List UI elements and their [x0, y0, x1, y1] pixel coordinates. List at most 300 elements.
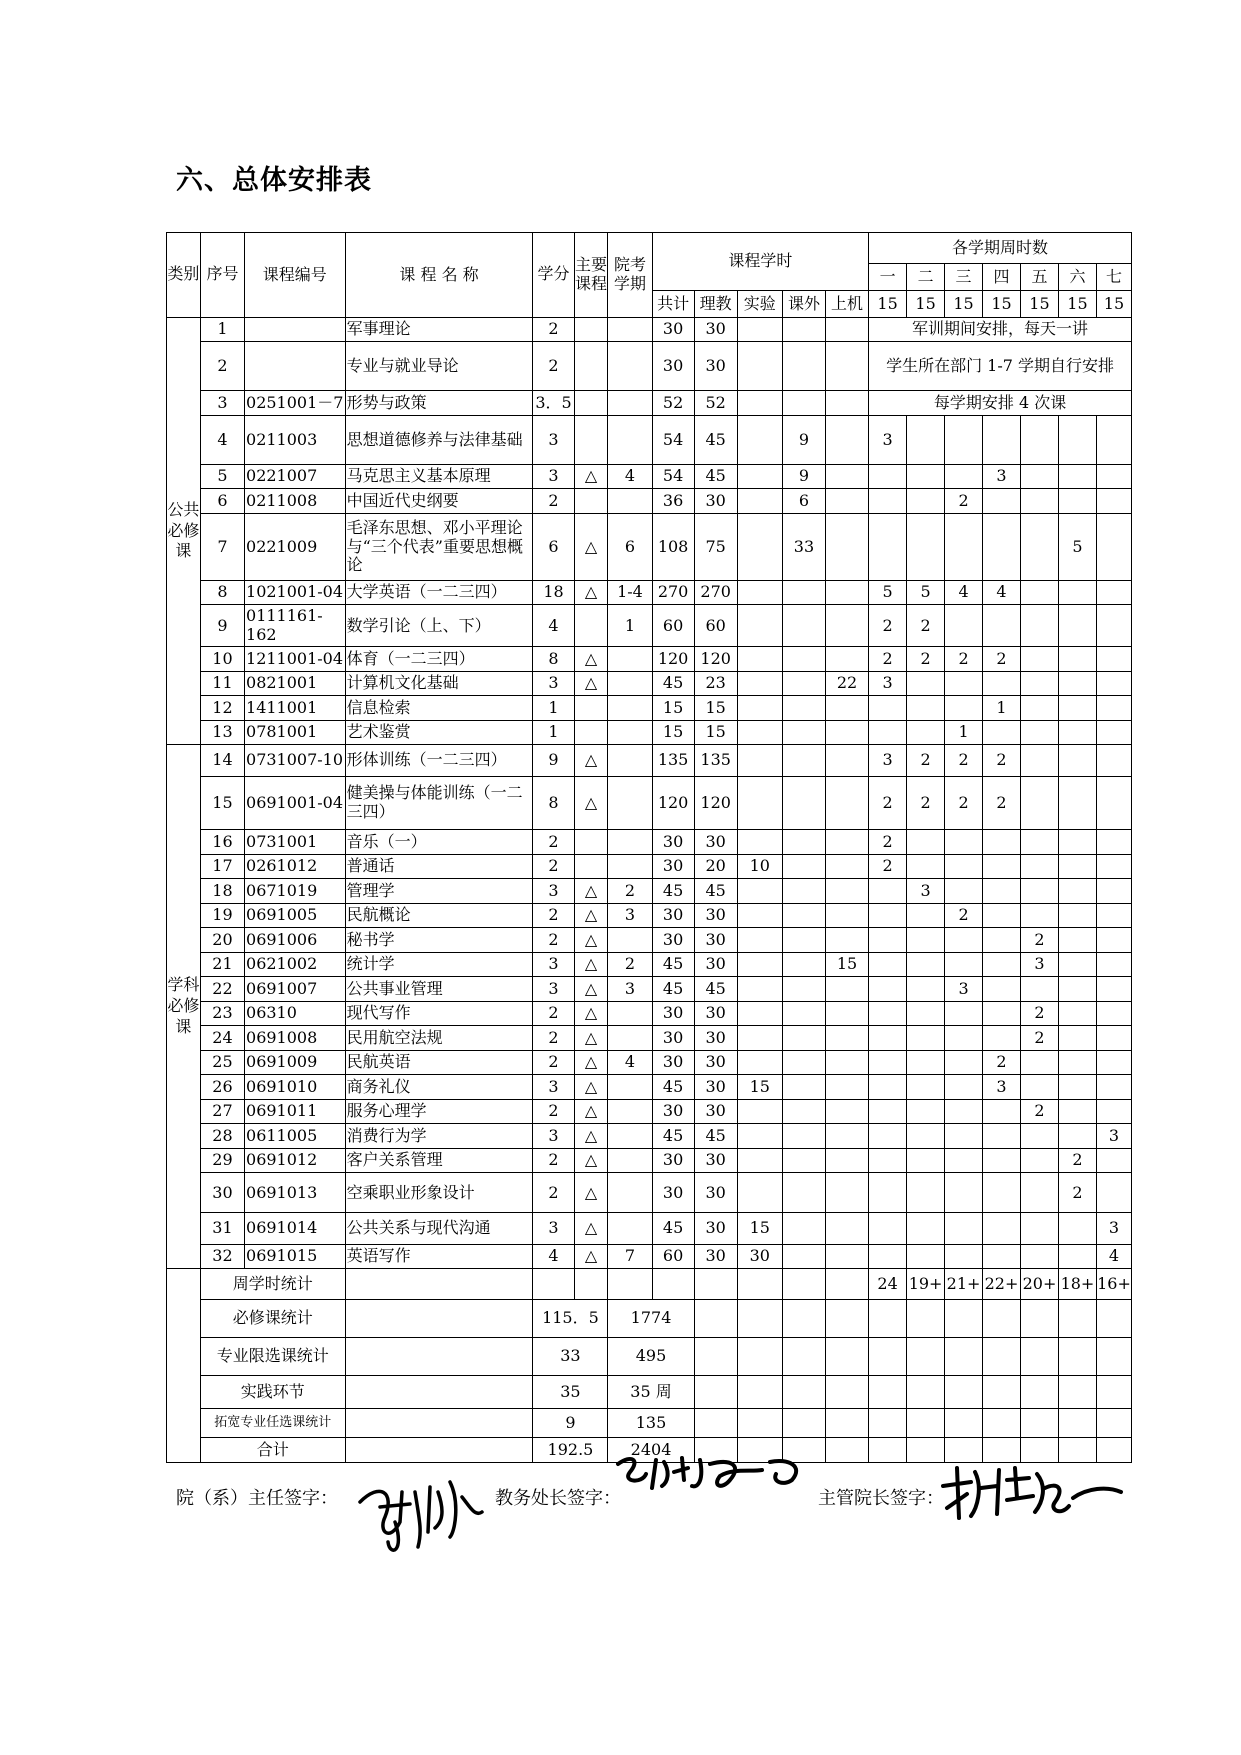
term-hours-6: [1058, 854, 1096, 879]
course-seq: 17: [200, 854, 244, 879]
term-hours-1: [869, 1173, 907, 1213]
hours-extra: [782, 317, 825, 342]
course-name: 信息检索: [345, 696, 533, 721]
term-hours-5: [1021, 854, 1059, 879]
course-credit: 9: [533, 745, 574, 776]
term-hours-7: [1096, 903, 1131, 928]
hours-computer: [826, 1213, 869, 1244]
hours-extra: [782, 829, 825, 854]
exam-term: [608, 489, 652, 514]
course-name: 现代写作: [345, 1001, 533, 1026]
course-seq: 16: [200, 829, 244, 854]
empty-cell: [1021, 1409, 1059, 1438]
hours-lab: [737, 671, 782, 696]
term-hours-7: [1096, 1148, 1131, 1173]
empty-cell: [869, 1409, 907, 1438]
term-hours-3: 1: [945, 720, 983, 745]
course-seq: 15: [200, 776, 244, 829]
course-credit: 4: [533, 605, 574, 647]
exam-term: [608, 1124, 652, 1149]
term-hours-5: [1021, 1075, 1059, 1100]
main-course-mark: △: [574, 1148, 608, 1173]
course-code: 0821001: [245, 671, 346, 696]
hours-extra: [782, 977, 825, 1002]
empty-cell: [782, 1409, 825, 1438]
term-hours-2: [907, 1075, 945, 1100]
term-hours-6: [1058, 647, 1096, 672]
course-code: 0221009: [245, 513, 346, 580]
term-weeks-3: 15: [945, 290, 983, 317]
term-hours-1: [869, 1075, 907, 1100]
empty-cell: [1058, 1409, 1096, 1438]
summary-credit: 9: [533, 1409, 608, 1438]
term-hours-6: 2: [1058, 1173, 1096, 1213]
term-hours-2: 3: [907, 879, 945, 904]
term-hours-7: [1096, 1026, 1131, 1051]
main-course-mark: △: [574, 903, 608, 928]
table-row: [167, 879, 1132, 904]
hours-lab: [737, 391, 782, 416]
term-hours-1: [869, 1148, 907, 1173]
term-hours-5: [1021, 513, 1059, 580]
table-row: [167, 720, 1132, 745]
hours-extra: [782, 1213, 825, 1244]
term-hours-6: [1058, 489, 1096, 514]
main-course-mark: △: [574, 1050, 608, 1075]
term-hours-1: [869, 720, 907, 745]
main-course-mark: △: [574, 879, 608, 904]
hours-total: 54: [652, 415, 694, 464]
term-hours-4: [983, 720, 1021, 745]
main-course-mark: [574, 489, 608, 514]
course-code: 0211008: [245, 489, 346, 514]
term-hours-3: [945, 605, 983, 647]
main-course-mark: △: [574, 1173, 608, 1213]
hours-lab: [737, 1124, 782, 1149]
summary-label: 实践环节: [200, 1375, 345, 1408]
table-row: [167, 1099, 1132, 1124]
hours-total: 45: [652, 977, 694, 1002]
course-name: 客户关系管理: [345, 1148, 533, 1173]
course-seq: 30: [200, 1173, 244, 1213]
term-hours-7: [1096, 580, 1131, 605]
main-course-mark: △: [574, 1099, 608, 1124]
empty-cell: [737, 1300, 782, 1338]
hours-theory: 45: [694, 415, 737, 464]
table-row: [167, 1075, 1132, 1100]
term-hours-6: [1058, 928, 1096, 953]
term-hours-5: [1021, 1148, 1059, 1173]
term-hours-3: [945, 671, 983, 696]
hours-theory: 20: [694, 854, 737, 879]
term-hours-7: [1096, 415, 1131, 464]
hours-total: 45: [652, 1213, 694, 1244]
course-code: 06310: [245, 1001, 346, 1026]
empty-cell: [945, 1338, 983, 1376]
header-credit: 学分: [533, 233, 574, 318]
hours-computer: [826, 647, 869, 672]
term-hours-5: [1021, 1244, 1059, 1269]
main-course-mark: [574, 829, 608, 854]
hours-lab: 30: [737, 1244, 782, 1269]
term-hours-3: [945, 513, 983, 580]
empty-cell: [694, 1300, 737, 1338]
course-credit: 3: [533, 879, 574, 904]
hours-theory: 52: [694, 391, 737, 416]
term-hours-1: [869, 1026, 907, 1051]
hours-computer: [826, 829, 869, 854]
term-hours-3: [945, 1026, 983, 1051]
exam-term: [608, 342, 652, 391]
hours-total: 45: [652, 879, 694, 904]
hours-computer: [826, 903, 869, 928]
empty-cell: [907, 1375, 945, 1408]
hours-computer: [826, 342, 869, 391]
main-course-mark: △: [574, 952, 608, 977]
weekly-total-label: 周学时统计: [200, 1269, 345, 1300]
term-hours-6: [1058, 1099, 1096, 1124]
summary-credit: 33: [533, 1338, 608, 1376]
summary-credit: 192.5: [533, 1438, 608, 1463]
hours-theory: 45: [694, 1124, 737, 1149]
term-hours-3: [945, 1148, 983, 1173]
term-hours-5: [1021, 1050, 1059, 1075]
course-name: 马克思主义基本原理: [345, 464, 533, 489]
exam-term: [608, 1075, 652, 1100]
term-hours-3: [945, 1124, 983, 1149]
hours-total: 30: [652, 1001, 694, 1026]
main-course-mark: [574, 720, 608, 745]
table-row: [167, 1213, 1132, 1244]
term-hours-7: [1096, 489, 1131, 514]
term-hours-1: 3: [869, 415, 907, 464]
table-row: [167, 605, 1132, 647]
header-exam-term: 院考学期: [608, 233, 652, 318]
term-hours-3: 2: [945, 903, 983, 928]
course-code: 0611005: [245, 1124, 346, 1149]
dean-label: 主管院长签字：: [818, 1488, 944, 1509]
term-hours-2: [907, 464, 945, 489]
hours-theory: 270: [694, 580, 737, 605]
empty-cell: [345, 1338, 533, 1376]
course-code: 1211001-04: [245, 647, 346, 672]
summary-label: 必修课统计: [200, 1300, 345, 1338]
course-seq: 12: [200, 696, 244, 721]
course-code: 1021001-04: [245, 580, 346, 605]
hours-total: 45: [652, 671, 694, 696]
hours-total: 60: [652, 605, 694, 647]
course-name: 毛泽东思想、邓小平理论与“三个代表”重要思想概论: [345, 513, 533, 580]
schedule-note: 每学期安排 4 次课: [869, 391, 1132, 416]
exam-term: [608, 671, 652, 696]
course-seq: 10: [200, 647, 244, 672]
course-code: 0691012: [245, 1148, 346, 1173]
hours-theory: 30: [694, 1001, 737, 1026]
term-hours-5: [1021, 977, 1059, 1002]
term-hours-3: [945, 1213, 983, 1244]
hours-theory: 120: [694, 647, 737, 672]
hours-computer: [826, 977, 869, 1002]
hours-lab: [737, 952, 782, 977]
term-hours-1: [869, 977, 907, 1002]
term-hours-4: [983, 1124, 1021, 1149]
hours-subheader-2: 理教: [694, 290, 737, 317]
term-hours-5: [1021, 745, 1059, 776]
empty-cell: [574, 1269, 608, 1300]
course-name: 计算机文化基础: [345, 671, 533, 696]
course-name: 民用航空法规: [345, 1026, 533, 1051]
term-hours-2: [907, 513, 945, 580]
course-name: 体育（一二三四）: [345, 647, 533, 672]
empty-cell: [345, 1409, 533, 1438]
hours-total: 30: [652, 317, 694, 342]
term-hours-3: 3: [945, 977, 983, 1002]
term-hours-3: [945, 464, 983, 489]
header-main-course: 主要课程: [574, 233, 608, 318]
term-hours-6: [1058, 829, 1096, 854]
table-row: [167, 580, 1132, 605]
table-row: [167, 647, 1132, 672]
term-hours-3: 2: [945, 647, 983, 672]
term-hours-1: 2: [869, 647, 907, 672]
exam-term: [608, 1026, 652, 1051]
course-code: 0691001-04: [245, 776, 346, 829]
term-hours-6: [1058, 879, 1096, 904]
hours-extra: [782, 879, 825, 904]
hours-lab: [737, 580, 782, 605]
hours-computer: [826, 605, 869, 647]
hours-extra: [782, 1075, 825, 1100]
empty-cell: [945, 1409, 983, 1438]
empty-cell: [694, 1409, 737, 1438]
empty-cell: [983, 1409, 1021, 1438]
hours-theory: 30: [694, 1213, 737, 1244]
empty-cell: [826, 1338, 869, 1376]
hours-lab: [737, 1173, 782, 1213]
course-credit: 2: [533, 1099, 574, 1124]
term-hours-2: [907, 952, 945, 977]
term-hours-2: [907, 829, 945, 854]
header-weekly-hours: 各学期周时数: [869, 233, 1132, 264]
empty-cell: [694, 1375, 737, 1408]
hours-computer: [826, 1244, 869, 1269]
term-hours-4: [983, 489, 1021, 514]
weekly-total-term-3: 21+: [945, 1269, 983, 1300]
term-hours-1: 3: [869, 671, 907, 696]
dept-head-signature: [350, 1462, 490, 1562]
course-credit: 3: [533, 1213, 574, 1244]
hours-total: 15: [652, 720, 694, 745]
term-hours-1: [869, 696, 907, 721]
weekly-total-term-4: 22+: [983, 1269, 1021, 1300]
term-hours-4: [983, 1213, 1021, 1244]
course-credit: 3: [533, 977, 574, 1002]
table-row: [167, 464, 1132, 489]
term-hours-2: 2: [907, 745, 945, 776]
hours-theory: 75: [694, 513, 737, 580]
course-credit: 18: [533, 580, 574, 605]
hours-theory: 23: [694, 671, 737, 696]
hours-computer: [826, 720, 869, 745]
dean-signature: [937, 1458, 1127, 1528]
term-hours-7: [1096, 952, 1131, 977]
hours-computer: [826, 776, 869, 829]
header-name: 课 程 名 称: [345, 233, 533, 318]
hours-total: 30: [652, 928, 694, 953]
hours-lab: 10: [737, 854, 782, 879]
term-hours-2: [907, 903, 945, 928]
term-hours-4: [983, 415, 1021, 464]
course-seq: 8: [200, 580, 244, 605]
course-name: 民航概论: [345, 903, 533, 928]
term-hours-1: 2: [869, 776, 907, 829]
term-hours-6: [1058, 1075, 1096, 1100]
hours-lab: 15: [737, 1075, 782, 1100]
term-hours-4: [983, 928, 1021, 953]
exam-term: 1-4: [608, 580, 652, 605]
course-code: 0731001: [245, 829, 346, 854]
term-hours-4: [983, 671, 1021, 696]
hours-computer: [826, 1026, 869, 1051]
course-name: 普通话: [345, 854, 533, 879]
exam-term: [608, 745, 652, 776]
hours-computer: [826, 317, 869, 342]
term-hours-3: 2: [945, 489, 983, 514]
course-name: 民航英语: [345, 1050, 533, 1075]
term-hours-7: [1096, 696, 1131, 721]
empty-cell: [907, 1338, 945, 1376]
hours-lab: [737, 342, 782, 391]
term-hours-3: [945, 1075, 983, 1100]
course-code: 0781001: [245, 720, 346, 745]
term-hours-1: [869, 513, 907, 580]
empty-cell: [737, 1409, 782, 1438]
term-hours-7: [1096, 1099, 1131, 1124]
term-hours-4: [983, 1099, 1021, 1124]
term-hours-2: [907, 1173, 945, 1213]
main-course-mark: △: [574, 1213, 608, 1244]
exam-term: [608, 1001, 652, 1026]
course-seq: 25: [200, 1050, 244, 1075]
main-course-mark: [574, 415, 608, 464]
weekly-total-term-7: 16+: [1096, 1269, 1131, 1300]
hours-lab: [737, 647, 782, 672]
term-hours-1: 2: [869, 829, 907, 854]
course-seq: 22: [200, 977, 244, 1002]
main-course-mark: △: [574, 1026, 608, 1051]
hours-lab: [737, 903, 782, 928]
weekly-total-term-6: 18+: [1058, 1269, 1096, 1300]
hours-total: 120: [652, 776, 694, 829]
table-row: [167, 1001, 1132, 1026]
term-hours-6: [1058, 745, 1096, 776]
hours-theory: 30: [694, 1050, 737, 1075]
term-hours-2: [907, 720, 945, 745]
course-code: 0691013: [245, 1173, 346, 1213]
term-hours-5: [1021, 671, 1059, 696]
course-seq: 5: [200, 464, 244, 489]
summary-row: [167, 1338, 1132, 1376]
term-hours-4: [983, 879, 1021, 904]
weekly-total-term-2: 19+: [907, 1269, 945, 1300]
term-hours-4: 3: [983, 1075, 1021, 1100]
term-hours-7: [1096, 1173, 1131, 1213]
course-code: 1411001: [245, 696, 346, 721]
empty-cell: [782, 1338, 825, 1376]
schedule-note: 学生所在部门 1-7 学期自行安排: [869, 342, 1132, 391]
course-seq: 27: [200, 1099, 244, 1124]
summary-hours: 2404: [608, 1438, 694, 1463]
term-hours-6: [1058, 580, 1096, 605]
course-credit: 2: [533, 489, 574, 514]
term-hours-1: [869, 489, 907, 514]
course-code: 0691007: [245, 977, 346, 1002]
exam-term: 4: [608, 464, 652, 489]
table-row: [167, 928, 1132, 953]
course-code: 0691009: [245, 1050, 346, 1075]
course-seq: 32: [200, 1244, 244, 1269]
course-credit: 2: [533, 1173, 574, 1213]
course-seq: 2: [200, 342, 244, 391]
empty-cell: [1096, 1300, 1131, 1338]
table-row: [167, 1124, 1132, 1149]
dept-head-label: 院（系）主任签字：: [176, 1488, 338, 1509]
course-credit: 8: [533, 776, 574, 829]
term-hours-5: 2: [1021, 928, 1059, 953]
hours-theory: 30: [694, 1173, 737, 1213]
exam-term: [608, 928, 652, 953]
course-credit: 8: [533, 647, 574, 672]
empty-cell: [983, 1338, 1021, 1376]
course-code: [245, 317, 346, 342]
empty-cell: [1096, 1409, 1131, 1438]
course-credit: 2: [533, 1050, 574, 1075]
empty-cell: [983, 1300, 1021, 1338]
term-hours-5: [1021, 580, 1059, 605]
term-hours-4: 3: [983, 464, 1021, 489]
table-row: [167, 1173, 1132, 1213]
empty-cell: [533, 1269, 574, 1300]
course-name: 健美操与体能训练（一二三四）: [345, 776, 533, 829]
term-hours-5: [1021, 879, 1059, 904]
empty-cell: [869, 1375, 907, 1408]
table-row: [167, 854, 1132, 879]
exam-term: [608, 1099, 652, 1124]
hours-lab: 15: [737, 1213, 782, 1244]
term-hours-7: [1096, 671, 1131, 696]
term-weeks-4: 15: [983, 290, 1021, 317]
term-hours-6: [1058, 720, 1096, 745]
exam-term: 2: [608, 952, 652, 977]
exam-term: 3: [608, 977, 652, 1002]
term-hours-2: [907, 1001, 945, 1026]
empty-cell: [869, 1338, 907, 1376]
term-hours-6: 5: [1058, 513, 1096, 580]
course-credit: 3: [533, 671, 574, 696]
hours-computer: [826, 1050, 869, 1075]
exam-term: [608, 415, 652, 464]
course-credit: 2: [533, 1026, 574, 1051]
term-hours-5: [1021, 415, 1059, 464]
category-discipline-required: 学科必修课: [167, 745, 201, 1269]
hours-extra: [782, 928, 825, 953]
hours-lab: [737, 317, 782, 342]
term-hours-2: [907, 854, 945, 879]
hours-lab: [737, 745, 782, 776]
exam-term: [608, 391, 652, 416]
term-hours-4: 2: [983, 745, 1021, 776]
term-hours-5: 3: [1021, 952, 1059, 977]
